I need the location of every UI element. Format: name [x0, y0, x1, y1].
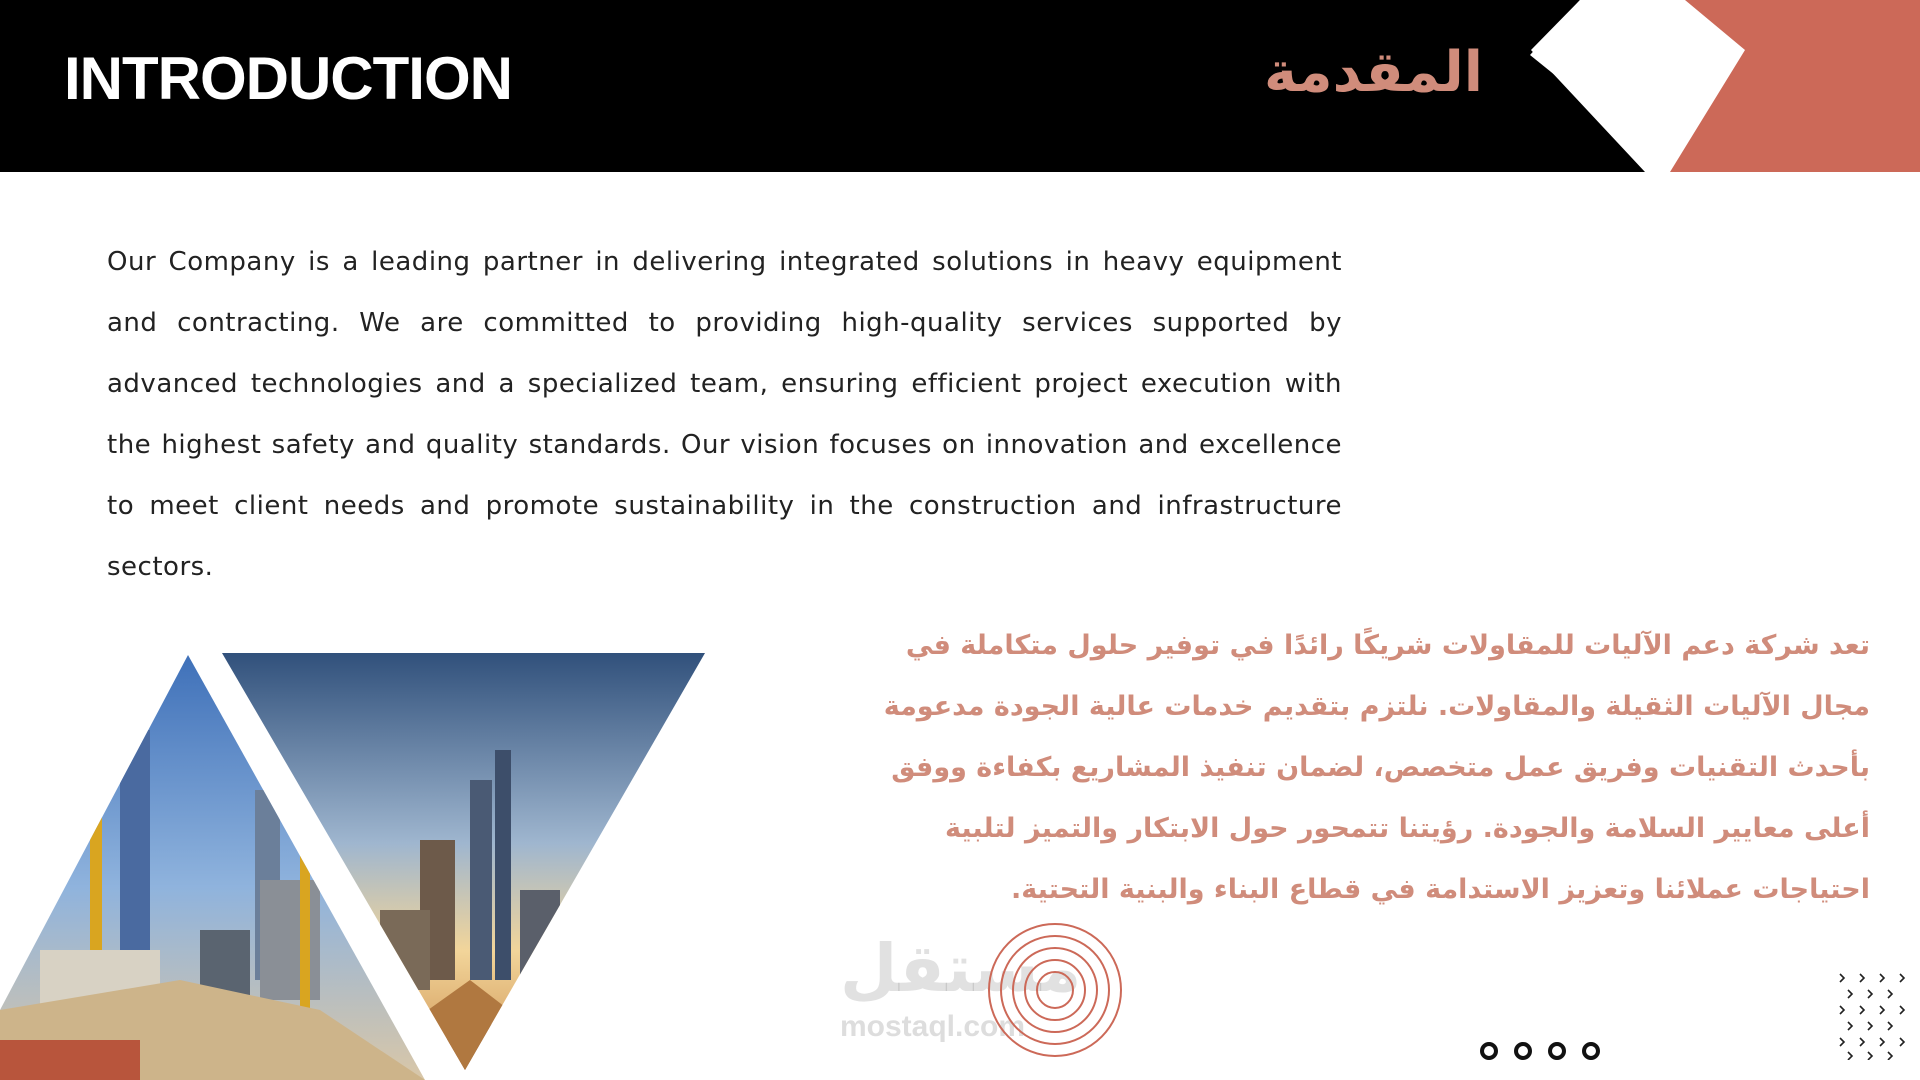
intro-paragraph-en: Our Company is a leading partner in delivering integrated solutions in heavy equipment and contracting. We are committed to providing high-quality services supported by advanced technologies and a specialized team, ensuring efficient project execution with the highest safety and quality standards. Our vision focuses on innovation and excellence to meet client needs and promote sustainability in the construction and infrastructure sectors. — [107, 247, 1342, 582]
pagination-dot — [1582, 1042, 1600, 1060]
watermark-logo-ar: مستقل — [840, 930, 1082, 1007]
pagination-dot — [1548, 1042, 1566, 1060]
watermark-logo-en: mostaql.com — [840, 1010, 1026, 1043]
intro-paragraph-ar: تعد شركة دعم الآليات للمقاولات شريكًا رائدًا في توفير حلول متكاملة في مجال الآليات الثقيلة والمقاولات. نلتزم بتقديم خدمات عالية الجودة مدعومة بأحدث التقنيات وفريق عمل متخصص، لضمان تنفيذ المشاريع بكفاءة ووفق أعلى معايير السلامة والجودة. رؤيتنا تتمحور حول الابتكار والتميز لتلبية احتياجات عملائنا وتعزيز الاستدامة في قطاع البناء والبنية التحتية. — [883, 630, 1870, 905]
page-title-en: INTRODUCTION — [64, 45, 512, 112]
concentric-rings-icon — [985, 920, 1125, 1060]
pagination-dot — [1514, 1042, 1532, 1060]
pagination-dots — [1480, 1042, 1600, 1060]
page-title-ar: المقدمة — [1263, 40, 1483, 105]
pagination-dot — [1480, 1042, 1498, 1060]
chevron-pattern-icon — [1838, 970, 1908, 1060]
construction-photo-triangles — [0, 650, 710, 1080]
